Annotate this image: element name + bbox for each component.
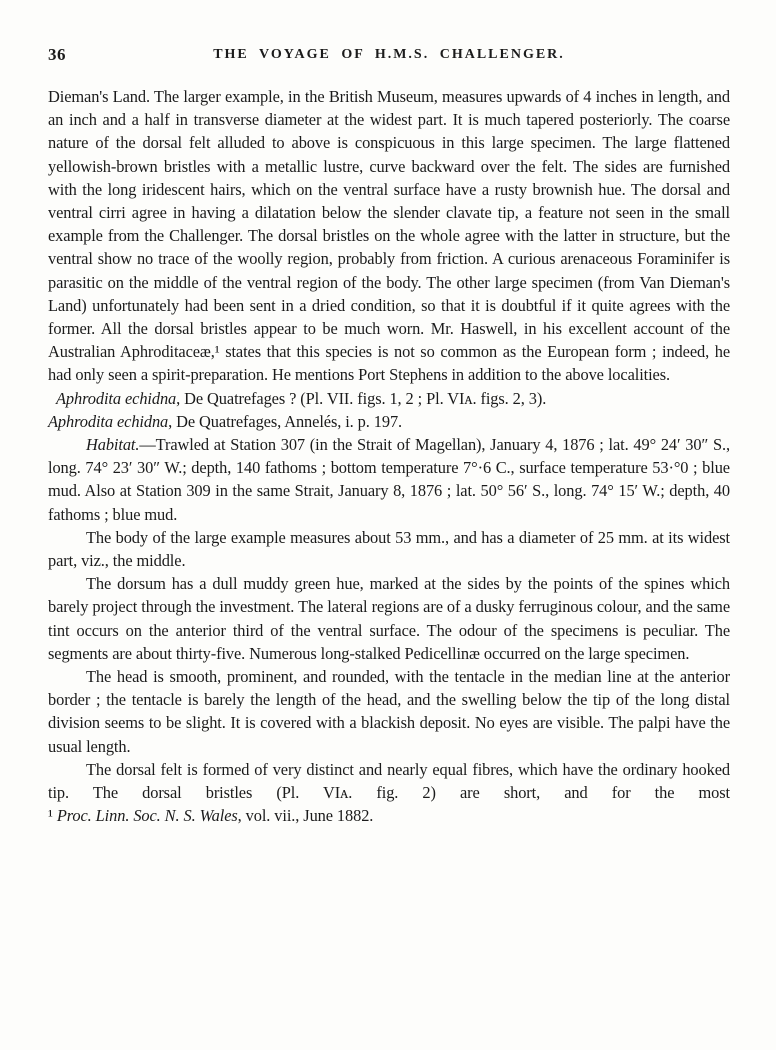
paragraph-measurements: The body of the large example measures about 53 mm., and has a diameter of 25 mm. at its widest part, viz., the middle. xyxy=(48,527,730,571)
footnote-journal-italic: Proc. Linn. Soc. N. S. Wales xyxy=(56,806,238,826)
page-header xyxy=(48,45,730,67)
footnote-rest: , vol. vii., June 1882. xyxy=(237,806,374,826)
habitat-paragraph xyxy=(48,433,730,526)
habitat-text: —Trawled at Station 307 (in the Strait of Magellan), January 4, 1876 ; lat. 49° 24′ 30″ S., long. 74° 23′ 30″ W.; depth, 140 fathoms ; bottom temperature 7°·6 C., surface temperature 53·°0 ; blue mud. Also at Station 309 in the same Strait, January 8, 1876 ; lat. 50° 56′ S., long. 74° 15′ W.; depth, 40 fathoms ; blue mud. xyxy=(48,435,730,524)
synonymy-citation xyxy=(48,410,730,433)
paragraph-continuation: Dieman's Land. The larger example, in the British Museum, measures upwards of 4 inches in length, and an inch and a half in transverse diameter at the widest part. It is much tapered posteriorly. The coarse nature of the dorsal felt alluded to above is conspicuous in this large specimen. The large flattened yellowish-brown bristles with a metallic lustre, curve backward over the felt. The sides are furnished with the long iridescent hairs, which on the ventral surface have a rusty brownish hue. The dorsal and ventral cirri agree in having a dilatation below the slender clavate tip, a feature not seen in the small example from the Challenger. The dorsal bristles on the whole agree with the latter in structure, but the ventral show no trace of the woolly region, probably from friction. A curious arenaceous Foraminifer is parasitic on the middle of the ventral region of the body. The other large specimen (from Van Dieman's Land) unfortunately had been sent in a dried condition, so that it is doubtful if it quite agrees with the former. All the dorsal bristles appear to be much worn. Mr. Haswell, in his excellent account of the Australian Aphroditaceæ,¹ states that this species is not so common as the European form ; indeed, he had only seen a spirit-preparation. He mentions Port Stephens in addition to the above localities. xyxy=(48,87,730,385)
habitat-label: Habitat. xyxy=(86,435,140,455)
species-heading xyxy=(48,387,730,410)
paragraph-head: The head is smooth, prominent, and rounded, with the tentacle in the median line at the anterior border ; the tentacle is barely the length of the head, and the swelling below the tip of the long distal division seems to be slight. It is covered with a blackish deposit. No eyes are visible. The palpi have the usual length. xyxy=(48,667,730,756)
footnote xyxy=(48,804,730,827)
footnote-marker: ¹ xyxy=(48,806,57,826)
running-title: THE VOYAGE OF H.M.S. CHALLENGER. xyxy=(213,47,565,62)
citation-rest: , De Quatrefages, Annelés, i. p. 197. xyxy=(168,411,403,431)
citation-species-italic: Aphrodita echidna xyxy=(48,411,169,431)
species-heading-rest: , De Quatrefages ? (Pl. VII. figs. 1, 2 ; Pl. VIᴀ. figs. 2, 3). xyxy=(176,388,547,408)
page-number: 36 xyxy=(48,45,66,64)
paragraph-dorsal-felt: The dorsal felt is formed of very distinct and nearly equal fibres, which have the ordinary hooked tip. The dorsal bristles (Pl. VIᴀ. fig. 2) are short, and for the most xyxy=(48,759,730,803)
paragraph-dorsum: The dorsum has a dull muddy green hue, marked at the sides by the points of the spines which barely project through the investment. The lateral regions are of a dusky ferruginous colour, and the same tint occurs on the anterior third of the ventral surface. The odour of the specimens is peculiar. The segments are about thirty-five. Numerous long-stalked Pedicellinæ occurred on the large specimen. xyxy=(48,574,730,663)
species-name-italic: Aphrodita echidna xyxy=(56,388,177,408)
